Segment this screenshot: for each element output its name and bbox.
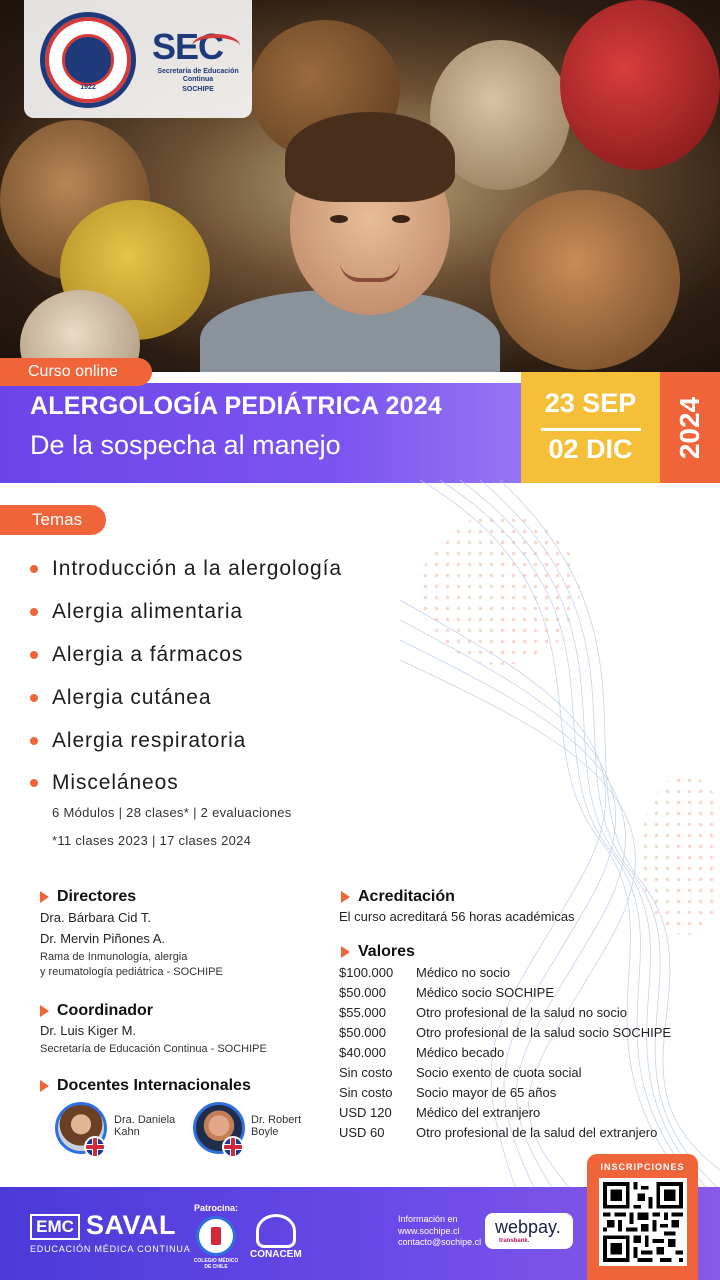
start-date: 23 SEP	[544, 388, 637, 418]
course-title: ALERGOLOGÍA PEDIÁTRICA 2024	[30, 392, 442, 420]
bullet-icon	[30, 779, 38, 787]
arrow-icon	[341, 891, 350, 903]
teddy-bear	[490, 190, 680, 370]
contact-info	[398, 1214, 481, 1249]
topic-item: Alergia cutánea	[30, 676, 342, 719]
arrow-icon	[40, 1005, 49, 1017]
directors-heading: Directores	[40, 888, 136, 906]
price-row: $55.000 Otro profesional de la salud no socio	[339, 1005, 628, 1020]
sponsor-label: Patrocina:	[194, 1203, 239, 1213]
price-row: $50.000 Médico socio SOCHIPE	[339, 985, 554, 1000]
conacem-text: CONACEM	[250, 1249, 302, 1260]
sec-logo-text: SEC	[152, 26, 224, 67]
transbank-text: transbank.	[499, 1238, 530, 1244]
director-name: Dr. Mervin Piñones A.	[40, 931, 165, 946]
coordinator-affiliation: Secretaría de Educación Continua - SOCHIPE	[40, 1043, 267, 1055]
sec-arc-icon	[192, 34, 240, 58]
topic-item: Alergia a fármacos	[30, 634, 342, 677]
sochipe-emblem-icon	[62, 34, 114, 86]
conacem-logo-icon	[256, 1214, 296, 1248]
accreditation-heading: Acreditación	[341, 888, 455, 906]
registration-label: INSCRIPCIONES	[600, 1162, 685, 1172]
price-row: $50.000 Otro profesional de la salud socio SOCHIPE	[339, 1025, 672, 1040]
international-teachers-heading: Docentes Internacionales	[40, 1077, 251, 1095]
webpay-logo	[485, 1213, 573, 1249]
arrow-icon	[40, 1080, 49, 1092]
bullet-icon	[30, 694, 38, 702]
arrow-icon	[40, 891, 49, 903]
end-date: 02 DIC	[548, 434, 633, 464]
date-divider	[541, 428, 641, 431]
colegio-medico-text: COLEGIO MÉDICO DE CHILE	[193, 1258, 239, 1270]
topic-item: Introducción a la alergología	[30, 548, 342, 591]
accreditation-text: El curso acreditará 56 horas académicas	[339, 909, 575, 924]
director-name: Dra. Bárbara Cid T.	[40, 910, 152, 925]
teacher-name: Dr. Robert	[251, 1114, 302, 1126]
price-row: USD 60 Otro profesional de la salud del extranjero	[339, 1125, 658, 1140]
sec-logo	[152, 28, 244, 94]
coordinator-heading: Coordinador	[40, 1002, 153, 1020]
director-affiliation: Rama de Inmunología, alergia	[40, 951, 188, 963]
info-label: Información en	[398, 1214, 458, 1224]
sochipe-year: 1922	[80, 84, 96, 91]
topic-item: Misceláneos	[30, 762, 342, 805]
topics-list	[30, 548, 342, 805]
arrow-icon	[341, 946, 350, 958]
modules-summary: 6 Módulos | 28 clases* | 2 evaluaciones	[52, 805, 292, 820]
price-row: USD 120 Médico del extranjero	[339, 1105, 541, 1120]
price-row: Sin costo Socio exento de cuota social	[339, 1065, 582, 1080]
bullet-icon	[30, 565, 38, 573]
course-type-badge: Curso online	[0, 358, 152, 386]
sochipe-logo	[40, 12, 136, 108]
teacher-name: Kahn	[114, 1126, 140, 1138]
teddy-bear	[560, 0, 720, 170]
bullet-icon	[30, 651, 38, 659]
topic-item: Alergia alimentaria	[30, 591, 342, 634]
uk-flag-icon	[222, 1136, 244, 1158]
price-row: $100.000 Médico no socio	[339, 965, 510, 980]
colegio-medico-logo-icon	[196, 1216, 236, 1256]
price-row: Sin costo Socio mayor de 65 años	[339, 1085, 557, 1100]
teacher-name: Dra. Daniela	[114, 1114, 176, 1126]
course-subtitle: De la sospecha al manejo	[30, 430, 341, 460]
topic-item: Alergia respiratoria	[30, 719, 342, 762]
bullet-icon	[30, 737, 38, 745]
website-link[interactable]: www.sochipe.cl	[398, 1225, 460, 1236]
teacher-name: Boyle	[251, 1126, 279, 1138]
qr-code-icon[interactable]	[599, 1178, 687, 1266]
logo-box	[24, 0, 252, 118]
topics-badge: Temas	[0, 505, 106, 535]
uk-flag-icon	[84, 1136, 106, 1158]
saval-logo: SAVAL	[86, 1210, 176, 1240]
director-affiliation: y reumatología pediátrica - SOCHIPE	[40, 966, 223, 978]
sec-logo-subtitle-2: SOCHIPE	[182, 86, 214, 93]
email-link[interactable]: contacto@sochipe.cl	[398, 1237, 482, 1247]
child-eye	[330, 215, 348, 223]
year-label: 2024	[674, 396, 706, 459]
emc-subtitle: EDUCACIÓN MÉDICA CONTINUA	[30, 1244, 191, 1254]
year-label-wrap	[660, 372, 720, 483]
classes-note: *11 clases 2023 | 17 clases 2024	[52, 833, 252, 848]
webpay-text: webpay.	[495, 1217, 561, 1237]
emc-logo: EMC	[30, 1214, 80, 1240]
sec-logo-subtitle: Secretaría de Educación Continua	[157, 68, 239, 83]
price-row: $40.000 Médico becado	[339, 1045, 505, 1060]
bullet-icon	[30, 608, 38, 616]
child-hair	[285, 112, 455, 202]
prices-heading: Valores	[341, 943, 415, 961]
child-eye	[392, 215, 410, 223]
qr-code-graphic	[603, 1182, 683, 1262]
coordinator-name: Dr. Luis Kiger M.	[40, 1023, 137, 1038]
